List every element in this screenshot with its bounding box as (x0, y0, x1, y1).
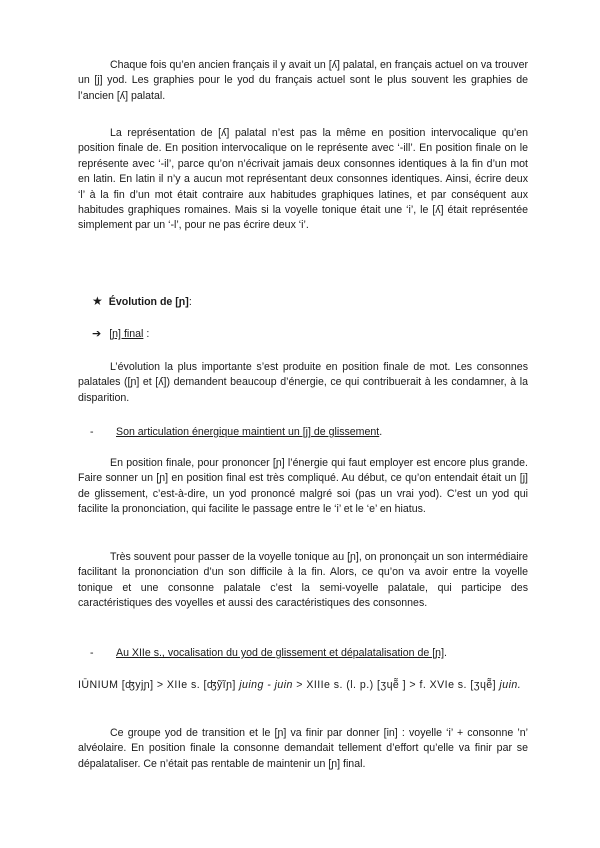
paragraph-evolution: L’évolution la plus importante s’est produite en position finale de mot. Les consonnes palatales ([ɲ] et [ʎ]) demandent beaucoup d’énergie, ce qui contribuerait à les condamner, à la disparition. (78, 361, 528, 404)
list-dash: - (90, 647, 94, 659)
list-item-text: Son articulation énergique maintient un [j] de glissement (116, 426, 380, 438)
paragraph-position-finale: En position finale, pour prononcer [ɲ] l’énergie qui faut employer est encore plus grande. Faire sonner un [ɲ] en position final est très compliqué. Au début, ce qu’on entendait était un [j] de glissement, c’est-à-dire, un yod prononcé malgré soi (pas un vrai yod). C’est un yod qui facilite la prononciation, qui facilite le passage entre le ‘i’ et le ‘e’ en hiatus. (78, 457, 528, 516)
etymon-form: juing - juin (239, 679, 293, 691)
etymology-line: IŪNIUM [ʤyjɲ] > XIIe s. [ʤỹĩɲ] juing - juin > XIIIe s. (l. p.) [ʒɥẽ̃ ] > f. XVIe s. [ʒɥẽ̃] juin. (78, 679, 522, 691)
list-item-text: Au XIIe s., vocalisation du yod de glissement et dépalatalisation de [ɲ] (116, 647, 445, 659)
section-title: Évolution de [ɲ] (108, 296, 189, 308)
list-item-glissement: - Son articulation énergique maintient un [j] de glissement. (90, 425, 530, 440)
paragraph-palatal-yod: Chaque fois qu’en ancien français il y avait un [ʎ] palatal, en français actuel on va trouver un [j] yod. Les graphies pour le yod du français actuel sont le plus souvent les graphies de l’ancien [ʎ] palatal. (78, 59, 528, 102)
paragraph-representation: La représentation de [ʎ] palatal n’est pas la même en position intervocalique qu’en position finale de. En position intervocalique on le représente avec ‘-ill’. En position finale on le représente avec ‘-il’, parce qu’on n’écrivait jamais deux consonnes identiques à la fin d’un mot en latin. En latin il n’y a aucun mot représentant deux consonnes identiques. Ainsi, écrire deux ‘l’ à la fin d’un mot était contraire aux habitudes graphiques latines, et par conséquent aux habitudes graphiques romaines. Mais si la voyelle tonique était une ‘i’, le [ʎ] était représentée simplement par un ‘-l’, pour ne pas écrire deux ‘i’. (78, 127, 528, 232)
subsection-heading: ➔ [ɲ] final : (92, 328, 150, 340)
arrow-icon: ➔ (92, 328, 102, 340)
section-heading: ★ Évolution de [ɲ]: (92, 294, 192, 308)
subsection-title: [ɲ] final (109, 328, 144, 340)
paragraph-depalatalisation: Ce groupe yod de transition et le [ɲ] va finir par donner [in] : voyelle ‘i’ + consonne ’n’ alvéolaire. En position finale la consonne demandait tellement d’effort qu’elle va finir par se dépalataliser. Ce n’était pas rentable de maintenir un [ɲ] final. (78, 727, 528, 770)
etymon-form: juin. (499, 679, 522, 691)
list-dash: - (90, 426, 94, 438)
list-item-vocalisation: - Au XIIe s., vocalisation du yod de glissement et dépalatalisation de [ɲ]. (90, 646, 530, 661)
star-icon: ★ (92, 294, 103, 308)
paragraph-voyelle-tonique: Très souvent pour passer de la voyelle tonique au [ɲ], on prononçait un son intermédiaire facilitant la prononciation d’un son difficile à la fin. Alors, ce qu’on va avoir entre la voyelle tonique et une consonne palatale c’est la semi-voyelle palatale, qui participe des caractéristiques des voyelles et aussi des caractéristiques des consonnes. (78, 551, 528, 610)
